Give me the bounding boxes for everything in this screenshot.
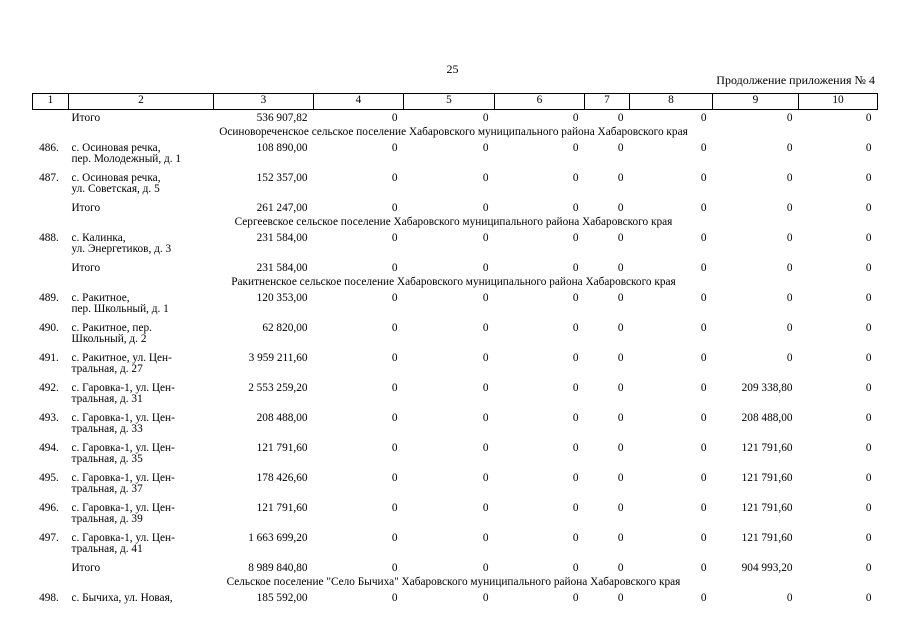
- value-col-8: 0: [700, 472, 707, 484]
- value-col-7: 0: [617, 202, 624, 214]
- value-col-4: 0: [391, 532, 398, 544]
- value-col-9: 121 791,60: [741, 472, 793, 484]
- table-row: [33, 530, 878, 560]
- value-col-4: 0: [391, 202, 398, 214]
- value-col-4: 0: [391, 172, 398, 184]
- value-col-6: 0: [572, 532, 579, 544]
- address-cell: [69, 350, 214, 380]
- section-heading-row: [33, 277, 878, 290]
- value-col-9: 0: [786, 232, 793, 244]
- value-col-7: 0: [617, 382, 624, 394]
- value-col-8: 0: [700, 232, 707, 244]
- address-line-1: с. Калинка,: [71, 232, 126, 244]
- total-label: [69, 200, 214, 217]
- address-line-1: с. Осиновая речка,: [71, 172, 161, 184]
- value-col-7: 0: [617, 562, 624, 574]
- row-number: [33, 260, 69, 277]
- value-col-7: 0: [617, 322, 624, 334]
- value-col-8: 0: [700, 592, 707, 604]
- column-header: 10: [799, 94, 878, 110]
- address-line-1: с. Гаровка-1, ул. Цен-: [71, 472, 175, 484]
- value-col-7: 0: [617, 112, 624, 124]
- value-col-4: 0: [391, 232, 398, 244]
- value-col-9: 0: [786, 592, 793, 604]
- value-col-6: 0: [572, 142, 579, 154]
- value-col-5: 0: [482, 592, 489, 604]
- value-col-5: 0: [482, 502, 489, 514]
- value-col-8: 0: [700, 532, 707, 544]
- table-body: [33, 94, 878, 608]
- value-col-3: 108 890,00: [256, 142, 308, 154]
- address-cell: [69, 140, 214, 170]
- address-line-1: Итого: [71, 202, 101, 214]
- value-col-8: 0: [700, 172, 707, 184]
- table-row: [33, 320, 878, 350]
- value-col-4: 0: [391, 442, 398, 454]
- address-cell: [69, 230, 214, 260]
- value-col-4: 0: [391, 502, 398, 514]
- value-col-10: 0: [865, 232, 872, 244]
- value-col-3: 120 353,00: [256, 292, 308, 304]
- value-col-3: 231 584,00: [256, 232, 308, 244]
- row-number: 488.: [39, 232, 59, 244]
- value-col-4: 0: [391, 322, 398, 334]
- value-col-5: 0: [482, 172, 489, 184]
- column-header: 4: [314, 94, 404, 110]
- value-col-9: 0: [786, 112, 793, 124]
- value-col-10: 0: [865, 532, 872, 544]
- value-col-6: 0: [572, 262, 579, 274]
- column-header: 1: [33, 94, 69, 110]
- value-col-6: 0: [572, 442, 579, 454]
- value-col-4: 0: [391, 352, 398, 364]
- row-number: 489.: [39, 292, 59, 304]
- column-header: 2: [69, 94, 214, 110]
- value-col-5: 0: [482, 442, 489, 454]
- address-cell: [69, 440, 214, 470]
- total-row: [33, 110, 878, 128]
- value-col-9: 121 791,60: [741, 502, 793, 514]
- value-col-4: 0: [391, 382, 398, 394]
- row-number: 491.: [39, 352, 59, 364]
- value-col-4: 0: [391, 112, 398, 124]
- value-col-10: 0: [865, 442, 872, 454]
- value-col-7: 0: [617, 262, 624, 274]
- value-col-10: 0: [865, 412, 872, 424]
- row-number: [33, 560, 69, 577]
- value-col-7: 0: [617, 592, 624, 604]
- value-col-3: 3 959 211,60: [248, 352, 308, 364]
- column-header: 9: [713, 94, 799, 110]
- address-cell: [69, 290, 214, 320]
- value-col-4: 0: [391, 292, 398, 304]
- row-number: 486.: [39, 142, 59, 154]
- value-col-8: 0: [700, 442, 707, 454]
- table-row: [33, 140, 878, 170]
- value-col-6: 0: [572, 172, 579, 184]
- address-cell: [69, 380, 214, 410]
- value-col-10: 0: [865, 472, 872, 484]
- value-col-3: 231 584,00: [256, 262, 308, 274]
- row-number: 494.: [39, 442, 59, 454]
- value-col-7: 0: [617, 292, 624, 304]
- address-line-2: пер. Школьный, д. 1: [71, 303, 169, 315]
- value-col-9: 209 338,80: [741, 382, 793, 394]
- row-number: 487.: [39, 172, 59, 184]
- section-heading-row: [33, 217, 878, 230]
- value-col-3: 185 592,00: [256, 592, 308, 604]
- value-col-6: 0: [572, 112, 579, 124]
- address-line-2: тральная, д. 35: [71, 453, 143, 465]
- value-col-10: 0: [865, 112, 872, 124]
- section-title: Сергеевское сельское поселение Хабаровского муниципального района Хабаровского края: [234, 216, 673, 228]
- value-col-6: 0: [572, 412, 579, 424]
- row-number: [33, 200, 69, 217]
- column-header: 8: [630, 94, 713, 110]
- address-line-1: с. Ракитное, пер.: [71, 322, 152, 334]
- table-row: [33, 350, 878, 380]
- address-line-2: пер. Молодежный, д. 1: [71, 153, 182, 165]
- row-number: 492.: [39, 382, 59, 394]
- value-col-3: 121 791,60: [256, 442, 308, 454]
- value-col-6: 0: [572, 562, 579, 574]
- table-row: [33, 590, 878, 607]
- column-header: 7: [585, 94, 630, 110]
- value-col-5: 0: [482, 322, 489, 334]
- row-number: 497.: [39, 532, 59, 544]
- value-col-5: 0: [482, 262, 489, 274]
- value-col-10: 0: [865, 202, 872, 214]
- address-cell: [69, 410, 214, 440]
- value-col-7: 0: [617, 502, 624, 514]
- address-line-1: с. Гаровка-1, ул. Цен-: [71, 502, 175, 514]
- address-line-2: тральная, д. 41: [71, 543, 143, 555]
- value-col-8: 0: [700, 412, 707, 424]
- value-col-8: 0: [700, 322, 707, 334]
- section-title: Сельское поселение "Село Бычиха" Хабаровского муниципального района Хабаровского края: [226, 576, 681, 588]
- value-col-9: 0: [786, 202, 793, 214]
- value-col-10: 0: [865, 172, 872, 184]
- value-col-7: 0: [617, 232, 624, 244]
- column-header: 5: [404, 94, 495, 110]
- value-col-8: 0: [700, 502, 707, 514]
- address-line-1: с. Гаровка-1, ул. Цен-: [71, 442, 175, 454]
- value-col-6: 0: [572, 502, 579, 514]
- table-row: [33, 470, 878, 500]
- value-col-7: 0: [617, 412, 624, 424]
- table-row: [33, 170, 878, 200]
- address-line-2: тральная, д. 33: [71, 423, 143, 435]
- address-cell: [69, 500, 214, 530]
- table-header-row: [33, 94, 878, 110]
- value-col-9: 0: [786, 262, 793, 274]
- section-title: Осиновореченское сельское поселение Хабаровского муниципального района Хабаровского края: [219, 126, 688, 138]
- value-col-7: 0: [617, 532, 624, 544]
- value-col-3: 261 247,00: [256, 202, 308, 214]
- value-col-5: 0: [482, 562, 489, 574]
- value-col-4: 0: [391, 592, 398, 604]
- value-col-3: 208 488,00: [256, 412, 308, 424]
- value-col-10: 0: [865, 382, 872, 394]
- value-col-6: 0: [572, 202, 579, 214]
- value-col-3: 2 553 259,20: [248, 382, 308, 394]
- value-col-3: 152 357,00: [256, 172, 308, 184]
- address-line-1: с. Гаровка-1, ул. Цен-: [71, 412, 175, 424]
- address-cell: [69, 470, 214, 500]
- value-col-9: 0: [786, 292, 793, 304]
- value-col-8: 0: [700, 562, 707, 574]
- value-col-3: 8 989 840,80: [248, 562, 308, 574]
- address-cell: [69, 170, 214, 200]
- value-col-9: 904 993,20: [741, 562, 793, 574]
- value-col-9: 0: [786, 142, 793, 154]
- value-col-10: 0: [865, 352, 872, 364]
- value-col-8: 0: [700, 292, 707, 304]
- value-col-10: 0: [865, 262, 872, 274]
- value-col-5: 0: [482, 352, 489, 364]
- value-col-4: 0: [391, 412, 398, 424]
- address-cell: [69, 530, 214, 560]
- section-title: Ракитненское сельское поселение Хабаровского муниципального района Хабаровского края: [231, 276, 676, 288]
- value-col-6: 0: [572, 292, 579, 304]
- value-col-3: 62 820,00: [262, 322, 308, 334]
- total-label: [69, 110, 214, 128]
- address-line-1: с. Гаровка-1, ул. Цен-: [71, 382, 175, 394]
- value-col-9: 0: [786, 352, 793, 364]
- table-row: [33, 230, 878, 260]
- total-row: [33, 200, 878, 217]
- value-col-9: 0: [786, 322, 793, 334]
- value-col-10: 0: [865, 592, 872, 604]
- value-col-6: 0: [572, 352, 579, 364]
- value-col-10: 0: [865, 292, 872, 304]
- appendix-continuation: Продолжение приложения № 4: [716, 73, 875, 87]
- value-col-3: 178 426,60: [256, 472, 308, 484]
- table-row: [33, 290, 878, 320]
- appendix-table: [32, 93, 878, 607]
- value-col-4: 0: [391, 472, 398, 484]
- address-line-1: с. Бычиха, ул. Новая,: [71, 592, 173, 604]
- value-col-4: 0: [391, 142, 398, 154]
- value-col-8: 0: [700, 382, 707, 394]
- address-cell: [69, 590, 214, 607]
- value-col-7: 0: [617, 472, 624, 484]
- table-row: [33, 410, 878, 440]
- section-heading-row: [33, 127, 878, 140]
- value-col-8: 0: [700, 262, 707, 274]
- value-col-5: 0: [482, 292, 489, 304]
- value-col-6: 0: [572, 322, 579, 334]
- address-line-2: Школьный, д. 2: [71, 333, 147, 345]
- value-col-3: 536 907,82: [256, 112, 308, 124]
- value-col-9: 121 791,60: [741, 532, 793, 544]
- value-col-9: 208 488,00: [741, 412, 793, 424]
- value-col-6: 0: [572, 232, 579, 244]
- row-number: 496.: [39, 502, 59, 514]
- value-col-5: 0: [482, 202, 489, 214]
- column-header: 3: [214, 94, 314, 110]
- value-col-3: 1 663 699,20: [248, 532, 308, 544]
- value-col-5: 0: [482, 232, 489, 244]
- value-col-4: 0: [391, 262, 398, 274]
- table-row: [33, 500, 878, 530]
- address-line-1: Итого: [71, 562, 101, 574]
- value-col-10: 0: [865, 502, 872, 514]
- value-col-8: 0: [700, 142, 707, 154]
- value-col-7: 0: [617, 142, 624, 154]
- row-number: [33, 110, 69, 128]
- value-col-5: 0: [482, 382, 489, 394]
- address-line-2: ул. Советская, д. 5: [71, 183, 160, 195]
- total-row: [33, 260, 878, 277]
- address-line-1: с. Ракитное,: [71, 292, 130, 304]
- value-col-5: 0: [482, 142, 489, 154]
- address-line-2: тральная, д. 37: [71, 483, 143, 495]
- column-header: 6: [495, 94, 585, 110]
- address-line-1: с. Гаровка-1, ул. Цен-: [71, 532, 175, 544]
- value-col-7: 0: [617, 172, 624, 184]
- value-col-7: 0: [617, 442, 624, 454]
- row-number: 493.: [39, 412, 59, 424]
- row-number: 498.: [39, 592, 59, 604]
- address-line-2: тральная, д. 39: [71, 513, 143, 525]
- value-col-5: 0: [482, 472, 489, 484]
- value-col-9: 121 791,60: [741, 442, 793, 454]
- table-row: [33, 380, 878, 410]
- value-col-8: 0: [700, 112, 707, 124]
- row-number: 495.: [39, 472, 59, 484]
- total-label: [69, 260, 214, 277]
- value-col-3: 121 791,60: [256, 502, 308, 514]
- value-col-5: 0: [482, 112, 489, 124]
- value-col-6: 0: [572, 382, 579, 394]
- address-line-1: Итого: [71, 262, 101, 274]
- value-col-7: 0: [617, 352, 624, 364]
- address-cell: [69, 320, 214, 350]
- section-heading-row: [33, 577, 878, 590]
- value-col-5: 0: [482, 412, 489, 424]
- value-col-10: 0: [865, 322, 872, 334]
- value-col-6: 0: [572, 592, 579, 604]
- total-row: [33, 560, 878, 577]
- address-line-1: Итого: [71, 112, 101, 124]
- row-number: 490.: [39, 322, 59, 334]
- value-col-6: 0: [572, 472, 579, 484]
- address-line-2: ул. Энергетиков, д. 3: [71, 243, 172, 255]
- address-line-1: с. Осиновая речка,: [71, 142, 161, 154]
- table-row: [33, 440, 878, 470]
- address-line-2: тральная, д. 27: [71, 363, 143, 375]
- value-col-5: 0: [482, 532, 489, 544]
- value-col-8: 0: [700, 352, 707, 364]
- value-col-9: 0: [786, 172, 793, 184]
- value-col-10: 0: [865, 562, 872, 574]
- value-col-10: 0: [865, 142, 872, 154]
- address-line-2: тральная, д. 31: [71, 393, 143, 405]
- total-label: [69, 560, 214, 577]
- value-col-8: 0: [700, 202, 707, 214]
- value-col-4: 0: [391, 562, 398, 574]
- page-number: 25: [446, 62, 459, 76]
- address-line-1: с. Ракитное, ул. Цен-: [71, 352, 172, 364]
